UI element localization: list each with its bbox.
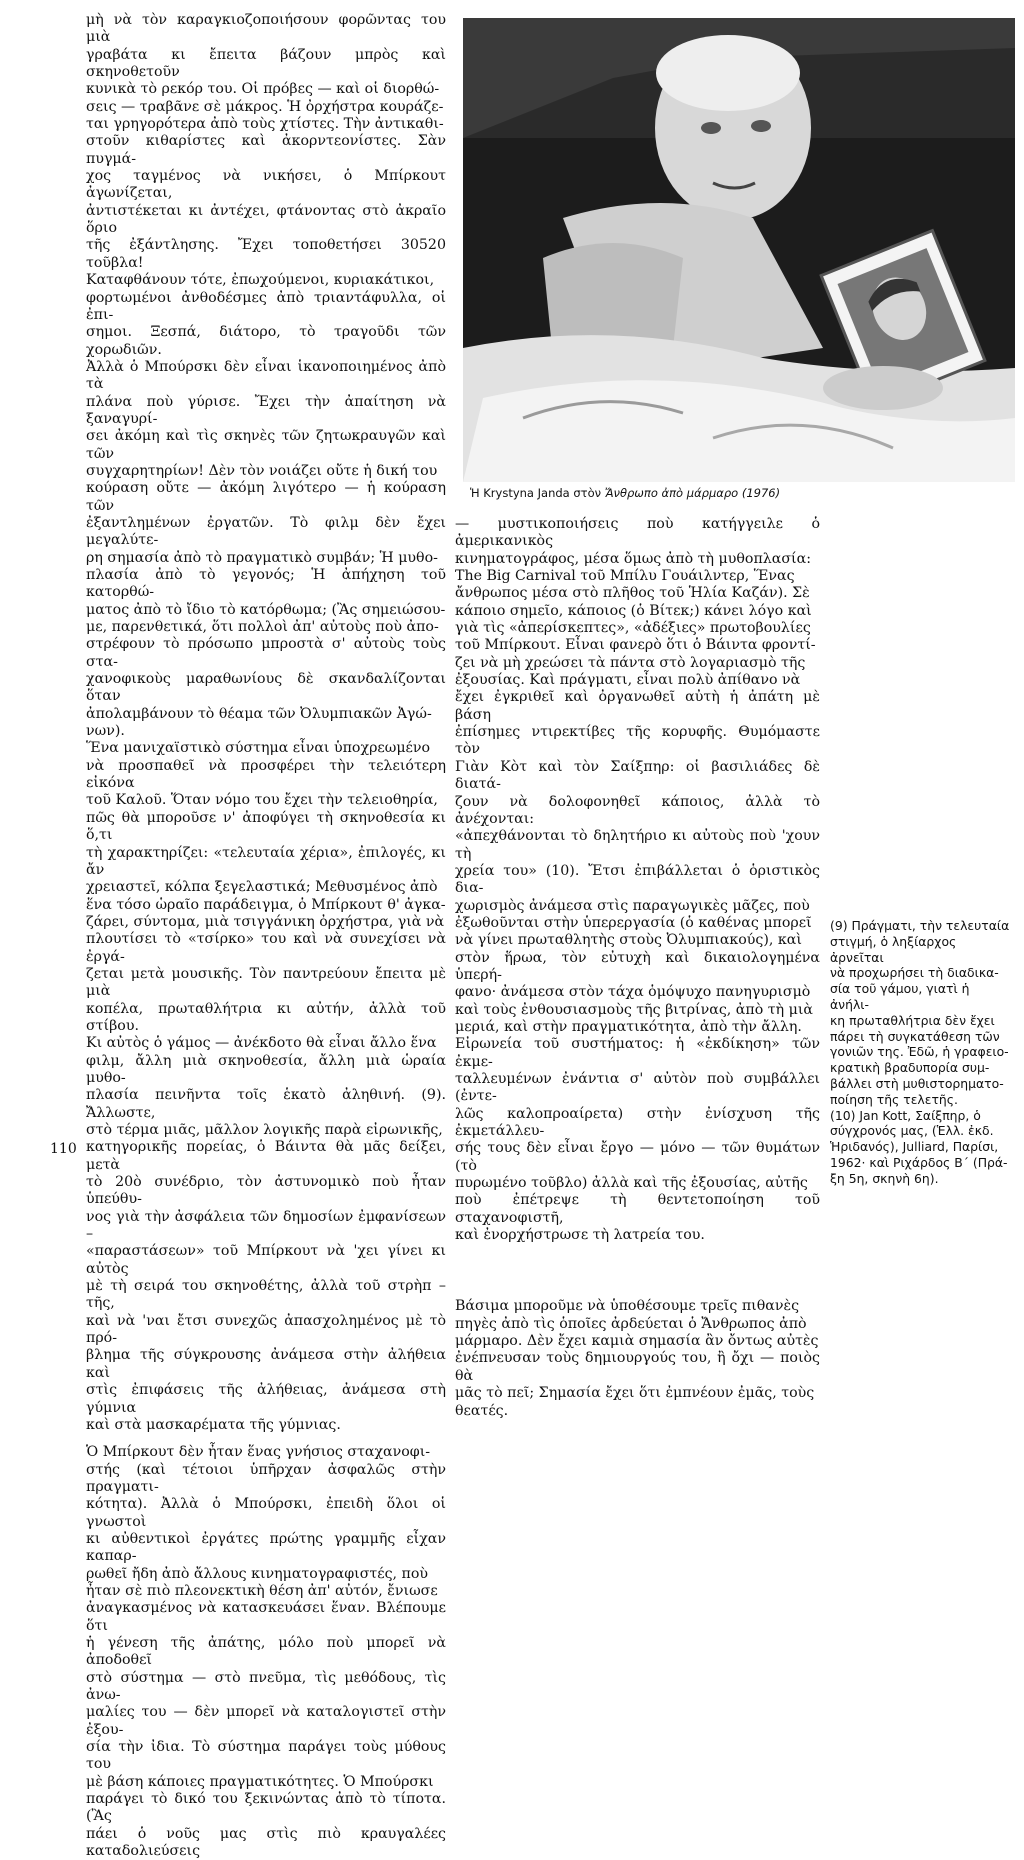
paragraph: μὴ νὰ τὸν καραγκιοζοποιήσουν φορῶντας του μιὰ γραβάτα κι ἔπειτα βάζουν μπρὸς καὶ σκηνοθετοῦν κυνικὰ τὸ ρεκόρ του. Οἱ πρόβες — καὶ οἱ διορθώ- σεις — τραβᾶνε σὲ μάκρος. Ἡ ὀρχήστρα κουράζε- ται γρηγορότερα ἀπὸ τοὺς χτίστες. Τὴν ἀντικαθι- στοῦν κιθαρίστες καὶ ἀκορντεονίστες. Σὰν πυγμά- χος ταγμένος νὰ νικήσει, ὁ Μπίρκουτ ἀγωνίζεται, ἀντιστέκεται κι ἀντέχει, φτάνοντας στὸ ἀκραῖο ὅριο τῆς ἐξάντλησης. Ἔχει τοποθετήσει 30520 τοῦβλα! Καταφθάνουν τότε, ἐπωχούμενοι, κυριακάτικοι, φορτωμένοι ἀνθοδέσμες ἀπὸ τριαντάφυλλα, οἱ ἐπι- σημοι. Ξεσπά, διάτορο, τὸ τραγοῦδι τῶν χορωδιῶν. Ἀλλὰ ὁ Μπούρσκι δὲν εἶναι ἱκανοποιημένος ἀπὸ τὰ πλάνα ποὺ γύρισε. Ἔχει τὴν ἀπαίτηση νὰ ξαναγυρί- σει ἀκόμη καὶ τὶς σκηνὲς τῶν ζητωκραυγῶν καὶ τῶν συγχαρητηρίων! Δὲν τὸν νοιάζει οὔτε ἡ δική του κούραση οὔτε — ἀκόμη λιγότερο — ἡ κούραση τῶν ἐξαντλημένων ἐργατῶν. Τὸ φιλμ δὲν ἔχει μεγαλύτε- ρη σημασία ἀπὸ τὸ πραγματικὸ συμβάν; Ἡ μυθο- πλασία ἀπὸ τὸ γεγονός; Ἡ ἀπήχηση τοῦ κατορθώ- ματος ἀπὸ τὸ ἴδιο τὸ κατόρθωμα; (Ἂς σημειώσου- με, παρενθετικά, ὅτι πολλοὶ ἀπ' αὐτοὺς ποὺ ἀπο- στρέφουν τὸ πρόσωπο μπροστὰ σ' αὐτοὺς τοὺς στα- χανοφικοὺς μαραθωνίους δὲ σκανδαλίζονται ὅταν ἀπολαμβάνουν τὸ θέαμα τῶν Ὀλυμπιακῶν Ἀγώ- νων). bbox=[86, 12, 446, 740]
paragraph: Ὁ Μπίρκουτ δὲν ἦταν ἕνας γνήσιος σταχανοφι- στής (καὶ τέτοιοι ὑπῆρχαν ἀσφαλῶς στὴν πραγματι- κότητα). Ἀλλὰ ὁ Μπούρσκι, ἐπειδὴ ὅλοι οἱ γνωστοὶ κι αὐθεντικοὶ ἐργάτες πρώτης γραμμῆς εἶχαν καπαρ- ρωθεῖ ἤδη ἀπὸ ἄλλους κινηματογραφιστές, ποὺ ἦταν σὲ πιὸ πλεονεκτικὴ θέση ἀπ' αὐτόν, ἔνιωσε ἀναγκασμένος νὰ κατασκευάσει ἕναν. Βλέπουμε ὅτι ἡ γένεση τῆς ἀπάτης, μόλο ποὺ μπορεῖ νὰ ἀποδοθεῖ στὸ σύστημα — στὸ πνεῦμα, τὶς μεθόδους, τὶς ἀνω- μαλίες του — δὲν μπορεῖ νὰ καταλογιστεῖ στὴν ἐξου- σία τὴν ἰδια. Τὸ σύστημα παράγει τοὺς μύθους του μὲ βάση κάποιες πραγματικότητες. Ὁ Μπούρσκι παράγει τὸ δικό του ξεκινώντας ἀπὸ τὸ τίποτα. (Ἂς πάει ὁ νοῦς μας στὶς πιὸ κραυγαλέες καταδολιεύσεις bbox=[86, 1444, 446, 1860]
film-still-photo bbox=[463, 18, 1015, 482]
photo-caption bbox=[470, 486, 780, 500]
paragraph: Ἕνα μανιχαϊστικὸ σύστημα εἶναι ὑποχρεωμένο νὰ προσπαθεῖ νὰ προσφέρει τὴν τελειότερη εἰκόνα τοῦ Καλοῦ. Ὅταν νόμο του ἔχει τὴν τελειοθηρία, πῶς θὰ μποροῦσε ν' ἀποφύγει τὴ σκηνοθεσία κι ὅ,τι τὴ χαρακτηρίζει: «τελευταία χέρια», ἐπιλογές, κι ἄν χρειαστεῖ, κόλπα ξεγελαστικά; Μεθυσμένος ἀπὸ ἕνα τόσο ὡραῖο παράδειγμα, ὁ Μπίρκουτ θ' ἀγκα- ζάρει, σύντομα, μιὰ τσιγγάνικη ὀρχήστρα, γιὰ νὰ πλουτίσει τὸ «τσίρκο» του καὶ νὰ συνεχίσει νὰ ἐργά- ζεται μετὰ μουσικῆς. Τὸν παντρεύουν ἔπειτα μὲ μιὰ κοπέλα, πρωταθλήτρια κι αὐτήν, ἀλλὰ τοῦ στίβου. Κι αὐτὸς ὁ γάμος — ἀνέκδοτο θὰ εἶναι ἄλλο ἕνα φιλμ, ἄλλη μιὰ σκηνοθεσία, ἄλλη μιὰ ὡραία μυθο- πλασία πεινῆντα τοῖς ἑκατὸ ἀληθινή. (9). Ἄλλωστε, στὸ τέρμα μιᾶς, μᾶλλον λογικῆς παρὰ εἰρωνικῆς, κατηγορικῆς πορείας, ὁ Βάιντα θὰ μᾶς δείξει, μετὰ τὸ 20ὸ συνέδριο, τὸν ἀστυνομικὸ ποὺ ἦταν ὑπεύθυ- νος γιὰ τὴν ἀσφάλεια τῶν δημοσίων ἐμφανίσεων – «παραστάσεων» τοῦ Μπίρκουτ νὰ 'χει γίνει κι αὐτὸς μὲ τὴ σειρά του σκηνοθέτης, ἀλλὰ τοῦ στρὴπ – τῆς, καὶ νὰ 'ναι ἔτσι συνεχῶς ἀπασχολημένος μὲ τὸ πρό- βλημα τῆς σύγκρουσης ἀνάμεσα στὴν ἀλήθεια καὶ στὶς ἐπιφάσεις τῆς ἀλήθειας, ἀνάμεσα στὴ γύμνια καὶ στὰ μασκαρέματα τῆς γύμνιας. bbox=[86, 740, 446, 1433]
footnotes bbox=[830, 918, 1010, 1187]
left-column bbox=[86, 12, 446, 1860]
film-still-illustration bbox=[463, 18, 1015, 482]
paragraph: Βάσιμα μποροῦμε νὰ ὑποθέσουμε τρεῖς πιθανὲς πηγὲς ἀπὸ τὶς ὁποῖες ἀρδεύεται ὁ Ἄνθρωπος ἀπὸ μάρμαρο. Δὲν ἔχει καμιὰ σημασία ἂν ὄντως αὐτὲς ἐνέπνευσαν τοὺς δημιουργούς του, ἢ ὄχι — ποιὸς θὰ μᾶς τὸ πεῖ; Σημασία ἔχει ὅτι ἐμπνέουν ἐμᾶς, τοὺς θεατές. bbox=[455, 1298, 820, 1419]
page-number: 110 bbox=[50, 1141, 77, 1157]
paragraph: — μυστικοποιήσεις ποὺ κατήγγειλε ὁ ἀμερικανικὸς κινηματογράφος, μέσα ὅμως ἀπὸ τὴ μυθοπλασία: The Big Carnival τοῦ Μπίλυ Γουάιλντερ, Ἕνας ἄνθρωπος μέσα στὸ πλῆθος τοῦ Ἡλία Καζάν). Σὲ κάποιο σημεῖο, κάποιος (ὁ Βίτεκ;) κάνει λόγο καὶ γιὰ τὶς «ἀπερίσκεπτες», «ἀδέξιες» πρωτοβουλίες τοῦ Μπίρκουτ. Εἶναι φανερὸ ὅτι ὁ Βάιντα φροντί- ζει νὰ μὴ χρεώσει τὰ πάντα στὸ λογαριασμὸ τῆς ἐξουσίας. Καὶ πράγματι, εἶναι πολὺ ἀπίθανο νὰ ἔχει ἐγκριθεῖ καὶ ὀργανωθεῖ αὐτὴ ἡ ἀπάτη μὲ βάση ἐπίσημες ντιρεκτίβες τῆς κορυφῆς. Θυμόμαστε τὸν Γιὰν Κὸτ καὶ τὸν Σαίξπηρ: οἱ βασιλιάδες δὲ διατά- ζουν νὰ δολοφονηθεῖ κάποιος, ἀλλὰ τὸ ἀνέχονται: «ἀπεχθάνονται τὸ δηλητήριο κι αὐτοὺς ποὺ 'χουν τὴ χρεία του» (10). Ἔτσι ἐπιβάλλεται ὁ ὁριστικὸς δια- χωρισμὸς ἀνάμεσα στὶς παραγωγικὲς μᾶζες, ποὺ ἐξωθοῦνται στὴν ὑπερεργασία (ὁ καθένας μπορεῖ νὰ γίνει πρωταθλητὴς στοὺς Ὀλυμπιακούς), καὶ στὸν ἥρωα, τὸν εὐτυχὴ καὶ δικαιολογημένα ὑπερή- φανο· ἀνάμεσα στὸν τάχα ὁμόψυχο πανηγυρισμὸ καὶ τοὺς ἐνθουσιασμοὺς τῆς βιτρίνας, ἀπὸ τὴ μιὰ μεριά, καὶ στὴν πραγματικότητα, ἀπὸ τὴν ἄλλη. Εἰρωνεία τοῦ συστήματος: ἡ «ἐκδίκηση» τῶν ἐκμε- ταλλευμένων ἐνάντια σ' αὐτὸν ποὺ συμβάλλει (ἐντε- λῶς καλοπροαίρετα) στὴν ἐνίσχυση τῆς ἐκμετάλλευ- σής τους δὲν εἶναι ἔργο — μόνο — τῶν θυμάτων (τὸ πυρωμένο τοῦβλο) ἀλλὰ καὶ τῆς ἐξουσίας, αὐτῆς ποὺ ἐπέτρεψε τὴ θεντετοποίηση τοῦ σταχανοφιστῆ, καὶ ἐνορχήστρωσε τὴ λατρεία του. bbox=[455, 516, 820, 1244]
footnote-text: (9) Πράγματι, τὴν τελευταία στιγμή, ὁ ληξίαρχος ἀρνεῖται νὰ προχωρήσει τὴ διαδικα- σία τοῦ γάμου, γιατὶ ἡ ἀνήλι- κη πρωταθλήτρια δὲν ἔχει πάρει τὴ συγκατάθεση τῶν γονιῶν της. Ἐδῶ, ἡ γραφειο- κρατικὴ βραδυπορία συμ- βάλλει στὴ μυθιστορηματο- ποίηση τῆς τελετῆς. (10) Jan Kott, Σαίξπηρ, ὁ σύγχρονός μας, (Ἑλλ. ἐκδ. Ἡριδανός), Julliard, Παρίσι, 1962· καὶ Ριχάρδος Β΄ (Πρά- ξη 5η, σκηνὴ 6η). bbox=[830, 918, 1010, 1186]
caption-prefix: Ἡ Krystyna Janda στὸν bbox=[470, 486, 605, 500]
caption-film-title: Ἄνθρωπο ἀπὸ μάρμαρο (1976) bbox=[604, 486, 781, 500]
right-column bbox=[455, 516, 820, 1420]
